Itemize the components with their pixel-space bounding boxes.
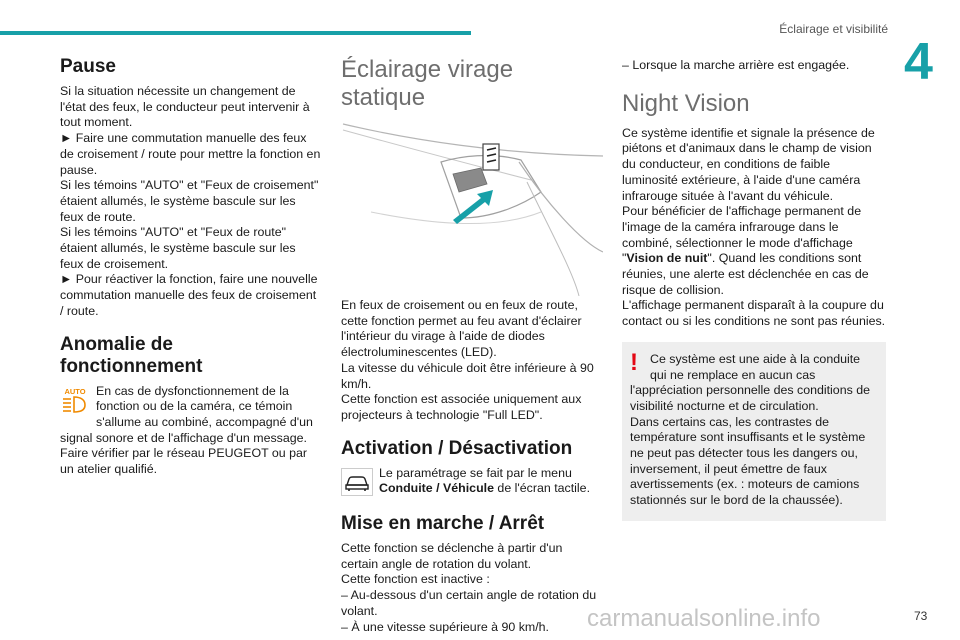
cornering-paragraph: La vitesse du véhicule doit être inférieure à 90 km/h. [341, 360, 594, 391]
anomaly-paragraph: En cas de dysfonctionnement de la fonction ou de la caméra, ce témoin s'allume au combiné, accompagné d'un signal sonore et de l'affichage d'un message. [60, 383, 313, 445]
activation-block [341, 466, 603, 497]
pause-paragraph: Si les témoins "AUTO" et "Feux de route" étaient allumés, le système bascule sur les feux de croisement. [60, 225, 296, 271]
pause-paragraph: Si la situation nécessite un changement de l'état des feux, le conducteur peut intervenir à tout moment. [60, 84, 310, 130]
warning-paragraph: Dans certains cas, les contrastes de température sont insuffisants et le système ne peut pas détecter tous les dangers ou, inversement, il peut émettre de faux avertissements (ex. : moteurs de camions stationnés sur le bord de la chaussée). [630, 414, 866, 508]
cornering-paragraph: Cette fonction est associée uniquement aux projecteurs à technologie "Full LED". [341, 392, 582, 422]
start-paragraph: Cette fonction est inactive : [341, 572, 490, 587]
pause-paragraph: ► Pour réactiver la fonction, faire une nouvelle commutation manuelle des feux de croisement / route. [60, 272, 318, 318]
activation-heading: Activation / Désactivation [341, 437, 573, 459]
anomaly-heading: Anomalie de fonctionnement [60, 333, 203, 377]
auto-icon-label: AUTO [64, 386, 86, 396]
warning-box [622, 342, 886, 521]
pause-paragraph: Si les témoins "AUTO" et "Feux de croisement" étaient allumés, le système bascule sur les feux de route. [60, 178, 319, 224]
start-stop-heading: Mise en marche / Arrêt [341, 513, 545, 535]
start-paragraph: – À une vitesse supérieure à 90 km/h. [341, 619, 550, 634]
headlamp-arrow-illustration [341, 122, 603, 296]
night-vision-paragraph: Ce système identifie et signale la présence de piétons et d'animaux dans le champ de vision du conducteur, en conditions de faible luminosité extérieure, à l'aide d'une caméra infrarouge située à l'avant du véhicule. [622, 125, 875, 203]
start-paragraph: Cette fonction se déclenche à partir d'un certain angle de rotation du volant. [341, 541, 563, 571]
night-vision-paragraph: L'affichage permanent disparaît à la coupure du contact ou si les conditions ne sont pas réunies. [622, 298, 886, 329]
night-vision-heading: Night Vision [622, 89, 750, 117]
start-paragraph: – Au-dessous d'un certain angle de rotation du volant. [341, 588, 597, 618]
car-settings-icon [341, 468, 373, 501]
chapter-number: 4 [904, 33, 933, 91]
warning-paragraph: Ce système est une aide à la conduite qui ne remplace en aucun cas l'appréciation personnelle des conditions de visibilité nocturne et de circulation. [630, 351, 871, 413]
header-accent-bar [0, 31, 471, 35]
warning-icon: ! [630, 348, 638, 376]
section-title: Éclairage et visibilité [779, 22, 888, 36]
column-1 [60, 56, 322, 478]
auto-headlamp-icon [60, 386, 90, 419]
column-2 [341, 56, 603, 635]
anomaly-paragraph: Faire vérifier par le réseau PEUGEOT ou par un atelier qualifié. [60, 446, 307, 477]
night-vision-paragraph: Pour bénéficier de l'affichage permanent de l'image de la caméra infrarouge dans le combiné, sélectionner le mode d'affichage "Vision de nuit". Quand les conditions sont réunies, une alerte est déclenchée en cas de risque de collision. [622, 204, 869, 297]
anomaly-block [60, 384, 322, 478]
pause-paragraph: ► Faire une commutation manuelle des feux de croisement / route pour mettre la fonction en pause. [60, 131, 321, 177]
pause-heading: Pause [60, 56, 116, 77]
watermark: carmanualsonline.info [587, 605, 821, 632]
reverse-gear-item: – Lorsque la marche arrière est engagée. [622, 58, 850, 72]
activation-paragraph: Le paramétrage se fait par le menu Conduite / Véhicule de l'écran tactile. [379, 465, 591, 496]
column-3 [622, 58, 886, 521]
static-cornering-heading: Éclairage virage statique [341, 56, 514, 111]
cornering-paragraph: En feux de croisement ou en feux de route, cette fonction permet au feu avant d'éclairer l'intérieur du virage à l'aide de diodes électroluminescentes (LED). [341, 298, 582, 360]
page-number: 73 [914, 609, 928, 623]
